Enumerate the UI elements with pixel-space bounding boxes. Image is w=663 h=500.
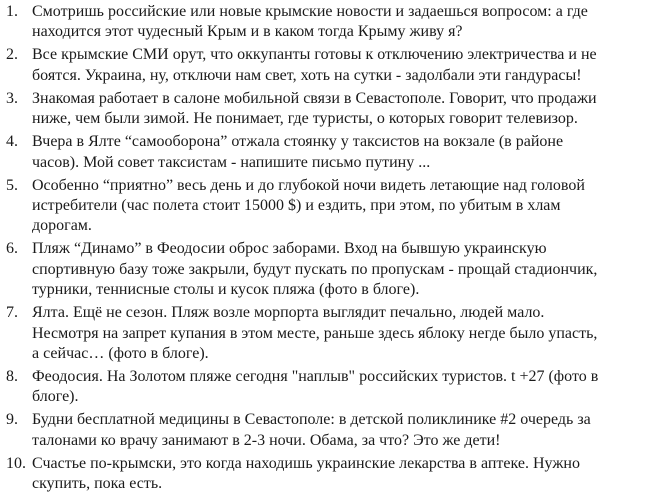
item-number: 8. bbox=[6, 368, 18, 386]
numbered-list bbox=[6, 2, 655, 495]
item-line: скупить, пока есть. bbox=[32, 475, 163, 493]
item-line: Смотришь российские или новые крымские новости и задаешься вопросом: а где bbox=[32, 3, 588, 20]
item-line: Вчера в Ялте “самооборона” отжала стоянку у таксистов на вокзале (в районе bbox=[32, 133, 564, 151]
item-line: боятся. Украина, ну, отключи нам свет, хоть на сутки - задолбали эти гандурасы! bbox=[32, 66, 582, 84]
list-item-7 bbox=[6, 303, 655, 364]
item-line: Все крымские СМИ орут, что оккупанты готовы к отключению электричества и не bbox=[32, 46, 597, 64]
item-line: турники, теннисные столы и кусок пляжа (фото в блоге). bbox=[32, 281, 420, 299]
item-line: Будни бесплатной медицины в Севастополе: в детской поликлинике #2 очередь за bbox=[32, 411, 591, 429]
list-item-8 bbox=[6, 367, 655, 408]
item-line: Ялта. Ещё не сезон. Пляж возле морпорта выглядит печально, людей мало. bbox=[32, 304, 545, 322]
item-line: Несмотря на запрет купания в этом месте, раньше здесь яблоку негде было упасть, bbox=[32, 324, 598, 342]
item-line: находится этот чудесный Крым и в каком тогда Крыму живу я? bbox=[32, 23, 463, 41]
list-item-4 bbox=[6, 132, 655, 173]
item-line: Счастье по-крымски, это когда находишь украинские лекарства в аптеке. Нужно bbox=[32, 454, 580, 472]
item-line: блоге). bbox=[32, 388, 79, 406]
item-line: талонами ко врачу занимают в 2-3 ночи. Обама, за что? Это же дети! bbox=[32, 431, 501, 449]
item-number: 1. bbox=[6, 3, 18, 20]
item-number: 7. bbox=[6, 304, 18, 322]
list-item-10 bbox=[6, 454, 655, 495]
item-line: Особенно “приятно” весь день и до глубокой ночи видеть летающие над головой bbox=[32, 176, 585, 194]
item-text bbox=[32, 45, 655, 86]
item-text bbox=[32, 2, 655, 43]
item-text bbox=[32, 367, 655, 408]
item-number: 6. bbox=[6, 240, 18, 258]
item-number: 10. bbox=[6, 454, 26, 472]
item-line: Пляж “Динамо” в Феодосии оброс заборами. Вход на бывшую украинскую bbox=[32, 240, 547, 258]
item-text bbox=[32, 303, 655, 364]
list-item-9 bbox=[6, 410, 655, 451]
list-item-6 bbox=[6, 239, 655, 300]
item-line: Знакомая работает в салоне мобильной связи в Севастополе. Говорит, что продажи bbox=[32, 89, 597, 107]
item-number: 2. bbox=[6, 46, 18, 64]
item-line: часов). Мой совет таксистам - напишите письмо путину ... bbox=[32, 153, 431, 171]
item-line: дорогам. bbox=[32, 217, 92, 235]
item-number: 3. bbox=[6, 89, 18, 107]
list-item-1 bbox=[6, 2, 655, 43]
item-line: Феодосия. На Золотом пляже сегодня "наплыв" российских туристов. t +27 (фото в bbox=[32, 368, 599, 386]
item-text bbox=[32, 410, 655, 451]
item-text bbox=[32, 176, 655, 237]
list-item-3 bbox=[6, 89, 655, 130]
item-text bbox=[32, 89, 655, 130]
list-item-5 bbox=[6, 176, 655, 237]
item-line: спортивную базу тоже закрыли, будут пускать по пропускам - прощай стадиончик, bbox=[32, 260, 598, 278]
item-text bbox=[32, 454, 655, 495]
item-text bbox=[32, 132, 655, 173]
list-item-2 bbox=[6, 45, 655, 86]
item-number: 4. bbox=[6, 133, 18, 151]
item-line: а сейчас… (фото в блоге). bbox=[32, 345, 209, 363]
item-text bbox=[32, 239, 655, 300]
item-line: ниже, чем были зимой. Не понимает, где туристы, о которых говорит телевизор. bbox=[32, 110, 578, 128]
item-line: истребители (час полета стоит 15000 $) и ездить, при этом, по убитым в хлам bbox=[32, 197, 561, 215]
item-number: 9. bbox=[6, 411, 18, 429]
item-number: 5. bbox=[6, 176, 18, 194]
